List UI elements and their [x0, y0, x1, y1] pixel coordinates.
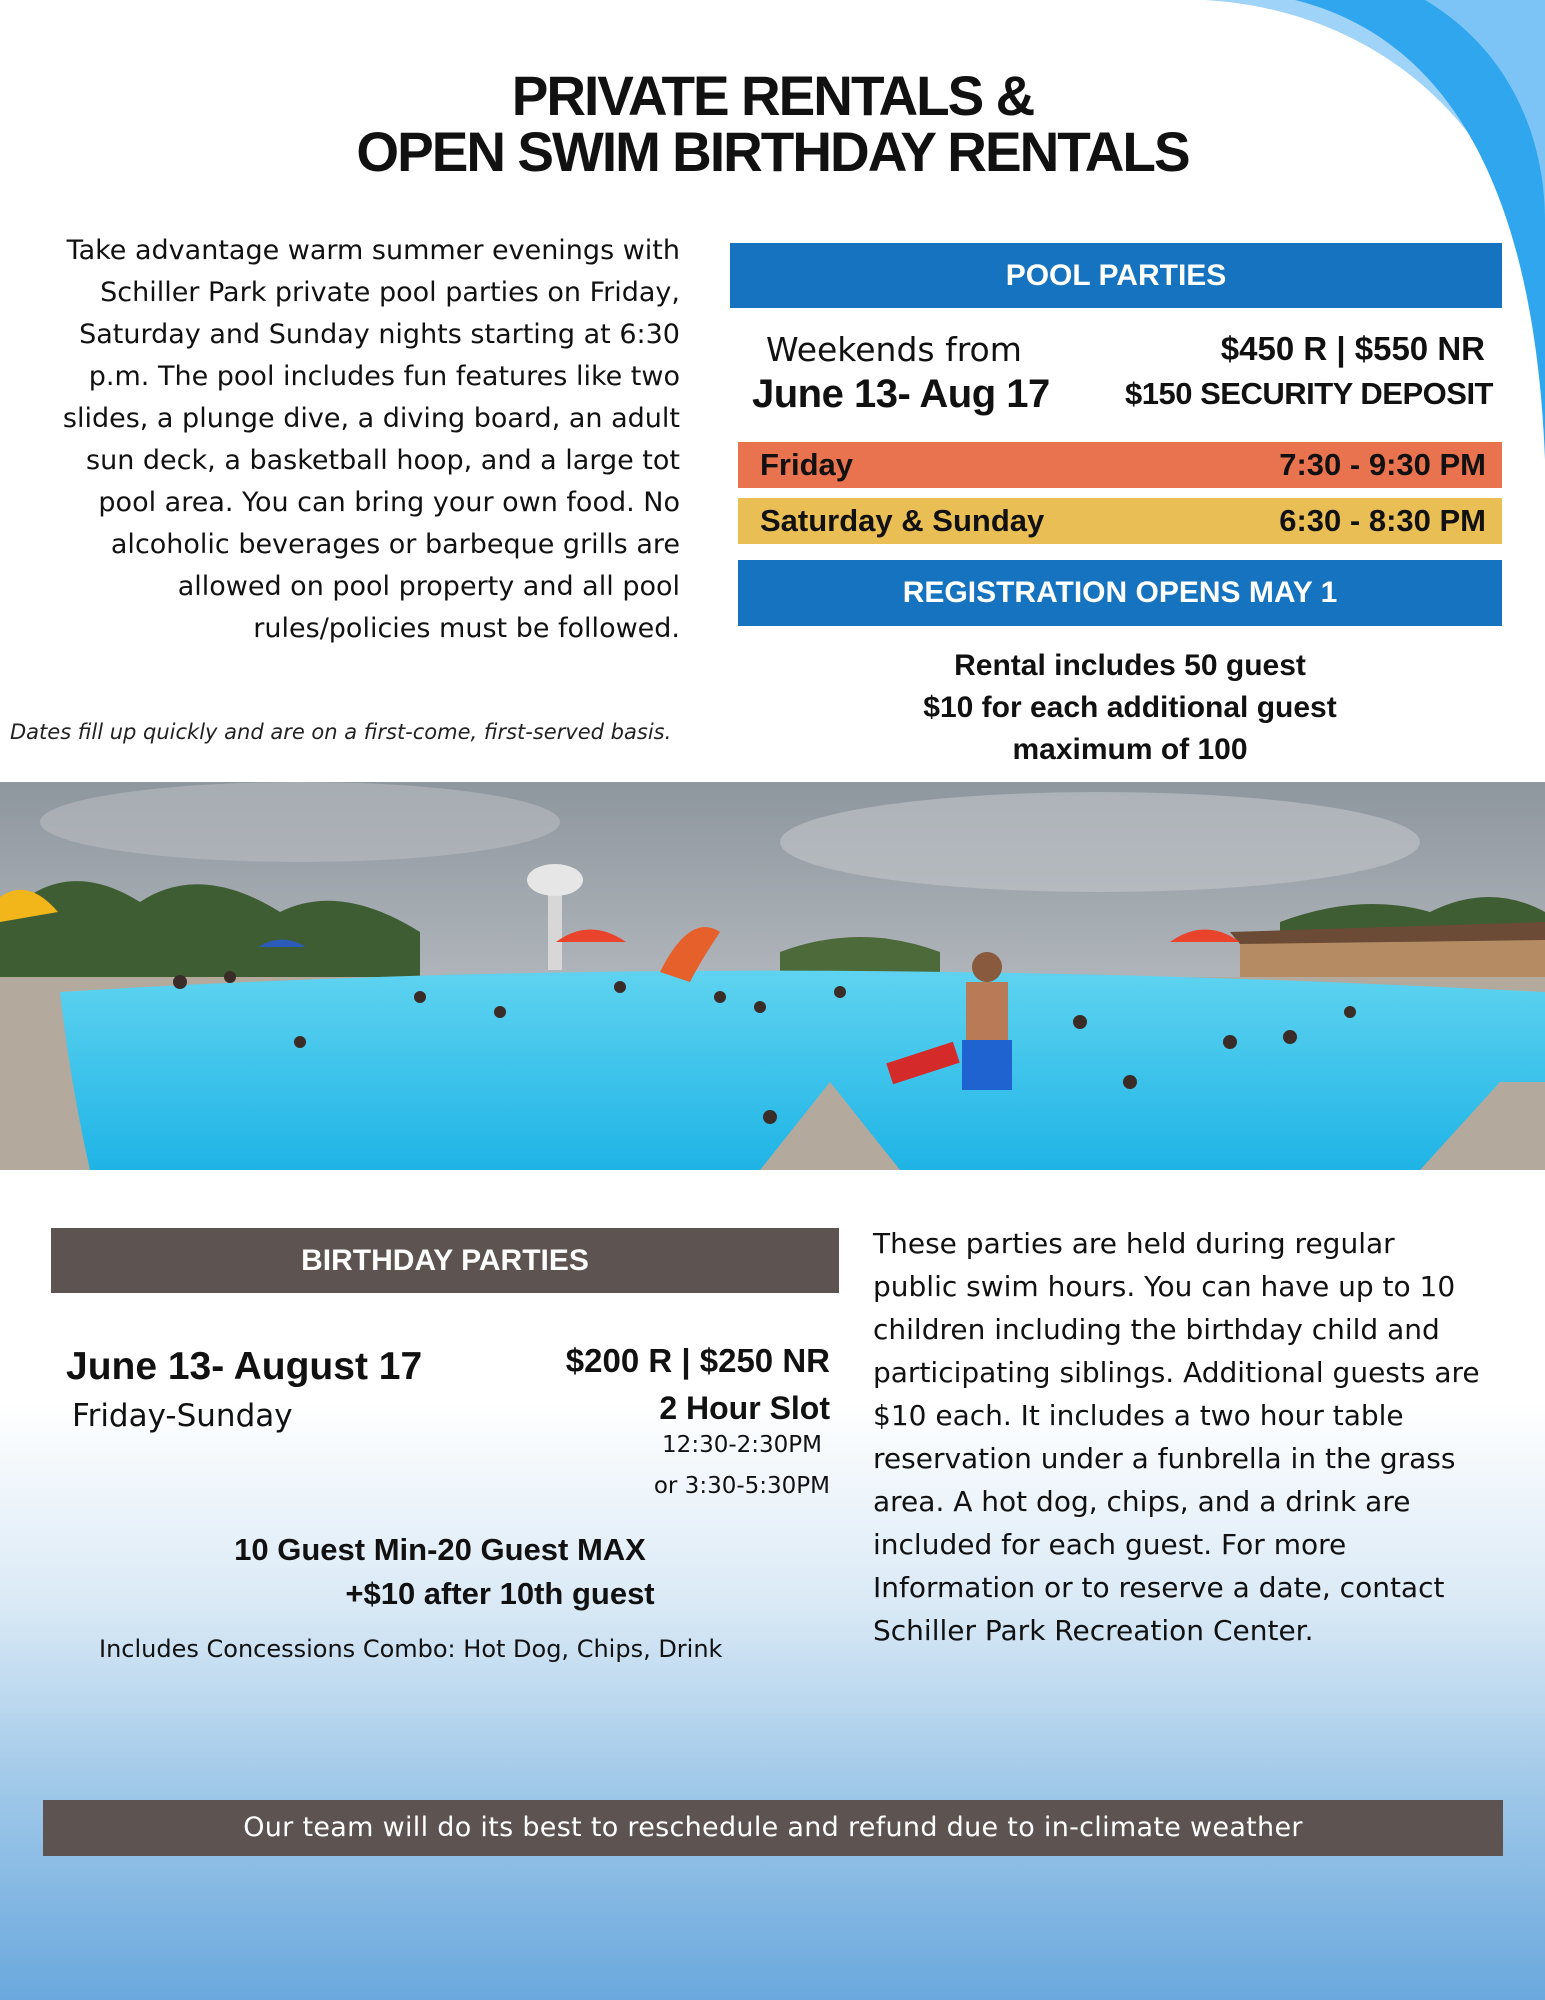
weekend-row: [738, 498, 1502, 544]
intro-footnote: Dates fill up quickly and are on a first-come, first-served basis.: [10, 720, 672, 744]
birthday-time-1: 12:30-2:30PM: [662, 1432, 822, 1458]
rental-includes-line-3: maximum of 100: [1012, 733, 1248, 766]
birthday-parties-header: BIRTHDAY PARTIES: [51, 1228, 839, 1293]
rental-includes-line-2: $10 for each additional guest: [923, 691, 1337, 724]
birthday-description: These parties are held during regular public swim hours. You can have up to 10 children including the birthday child and participating siblings. Additional guests are $10 each. It includes a two hour table reservation under a funbrella in the grass area. A hot dog, chips, and a drink are included for each guest. For more Information or to reserve a date, contact Schiller Park Recreation Center.: [873, 1227, 1480, 1647]
birthday-days: Friday-Sunday: [72, 1398, 293, 1434]
title-line-2: OPEN SWIM BIRTHDAY RENTALS: [356, 120, 1189, 183]
birthday-slot: 2 Hour Slot: [659, 1390, 830, 1426]
pool-parties-header: POOL PARTIES: [730, 243, 1502, 308]
birthday-dates: June 13- August 17: [66, 1345, 423, 1388]
title-line-1: PRIVATE RENTALS &: [511, 64, 1034, 127]
weekend-label: Saturday & Sunday: [760, 503, 1045, 538]
pool-price: $450 R | $550 NR: [1220, 330, 1485, 367]
page-title: [0, 64, 1545, 183]
friday-time: 7:30 - 9:30 PM: [1279, 447, 1486, 482]
birthday-price: $200 R | $250 NR: [565, 1342, 830, 1379]
weekend-time: 6:30 - 8:30 PM: [1279, 503, 1486, 538]
rental-includes-line-1: Rental includes 50 guest: [954, 649, 1306, 682]
pool-panorama-photo: [0, 782, 1545, 1170]
guest-limits: [100, 1528, 780, 1616]
weather-notice: Our team will do its best to reschedule and refund due to in-climate weather: [43, 1800, 1503, 1856]
rental-includes: [760, 645, 1500, 771]
concessions-note: Includes Concessions Combo: Hot Dog, Chips, Drink: [99, 1635, 723, 1663]
friday-label: Friday: [760, 447, 854, 482]
weekends-label: Weekends from: [766, 330, 1022, 369]
guest-limit-line-1: 10 Guest Min-20 Guest MAX: [234, 1532, 646, 1567]
registration-banner: REGISTRATION OPENS MAY 1: [738, 560, 1502, 626]
friday-row: [738, 442, 1502, 488]
guest-limit-line-2: +$10 after 10th guest: [345, 1576, 655, 1611]
intro-paragraph: Take advantage warm summer evenings with Schiller Park private pool parties on Friday, Saturday and Sunday nights starting at 6:30 p.m. The pool includes fun features like two slides, a plunge dive, a diving board, an adult sun deck, a basketball hoop, and a large tot pool area. You can bring your own food. No alcoholic beverages or barbeque grills are allowed on pool property and all pool rules/policies must be followed.: [62, 235, 680, 644]
birthday-time-2: or 3:30-5:30PM: [653, 1473, 830, 1499]
security-deposit: $150 SECURITY DEPOSIT: [1125, 376, 1493, 411]
pool-dates: June 13- Aug 17: [752, 372, 1050, 416]
